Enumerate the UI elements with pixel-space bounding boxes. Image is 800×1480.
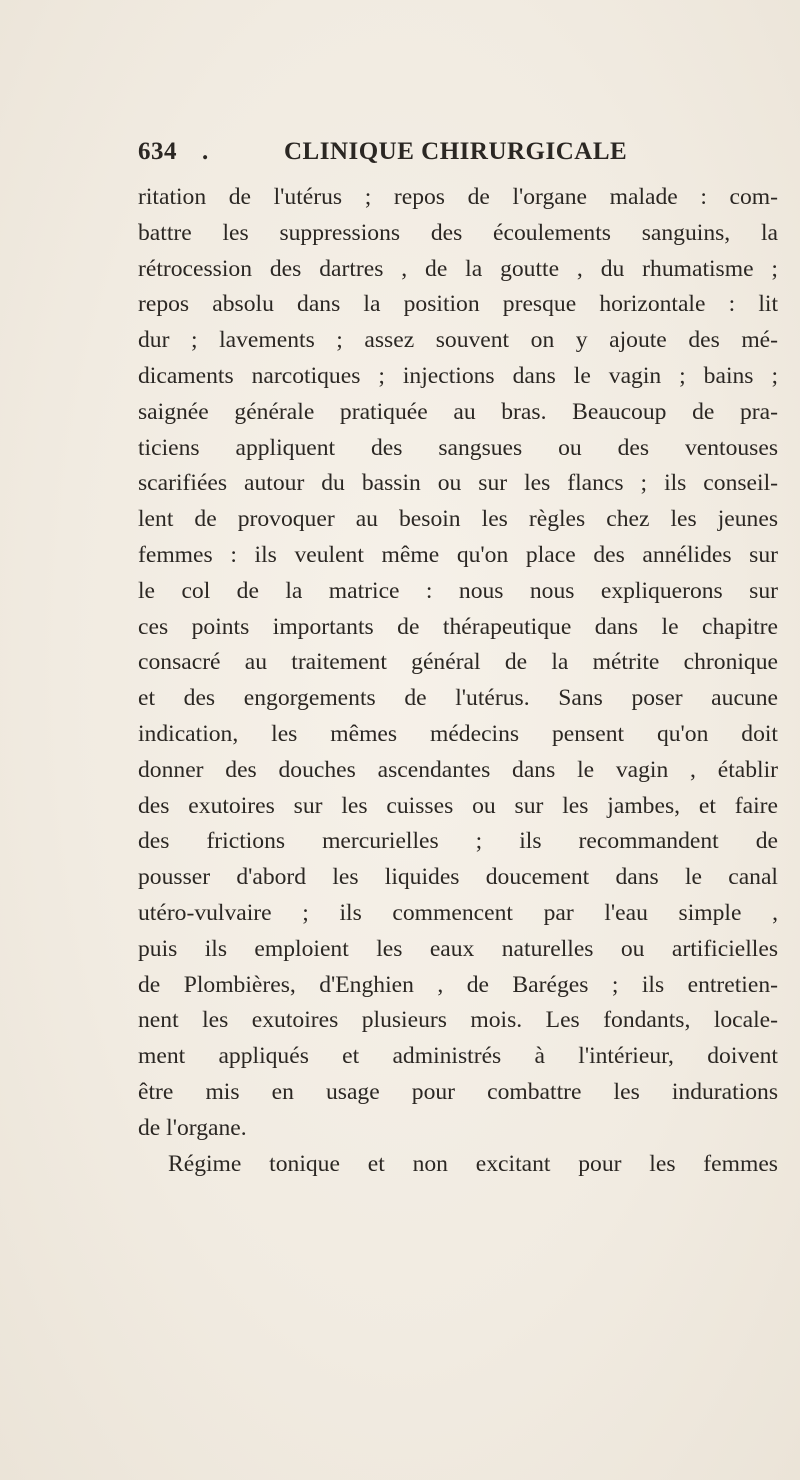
text-line: saignée générale pratiquée au bras. Beaucoup de pra- (138, 398, 778, 425)
text-line: ment appliqués et administrés à l'intérieur, doivent (138, 1043, 778, 1070)
text-line: et des engorgements de l'utérus. Sans poser aucune (138, 685, 778, 712)
text-line: rétrocession des dartres , de la goutte , du rhumatisme ; (138, 255, 778, 282)
text-line: être mis en usage pour combattre les indurations (138, 1078, 778, 1105)
paragraph-end-line: de l'organe. (138, 1114, 247, 1141)
text-line: des exutoires sur les cuisses ou sur les jambes, et faire (138, 792, 778, 819)
text-line: femmes : ils veulent même qu'on place des annélides sur (138, 541, 778, 568)
text-line: dicaments narcotiques ; injections dans le vagin ; bains ; (138, 362, 778, 389)
page-number: 634 (138, 138, 177, 165)
text-line: indication, les mêmes médecins pensent qu'on doit (138, 720, 778, 747)
text-line: scarifiées autour du bassin ou sur les flancs ; ils conseil- (138, 470, 778, 497)
text-line: ritation de l'utérus ; repos de l'organe malade : com- (138, 184, 778, 210)
running-title: CLINIQUE CHIRURGICALE (284, 138, 628, 165)
text-line: ticiens appliquent des sangsues ou des ventouses (138, 434, 778, 461)
text-line: dur ; lavements ; assez souvent on y ajoute des mé- (138, 327, 778, 354)
header-separator: . (202, 138, 209, 165)
text-line: utéro-vulvaire ; ils commencent par l'eau simple , (138, 899, 778, 926)
text-line: de Plombières, d'Enghien , de Baréges ; ils entretien- (138, 971, 778, 998)
text-line: consacré au traitement général de la métrite chronique (138, 649, 778, 676)
text-line: repos absolu dans la position presque horizontale : lit (138, 291, 778, 318)
text-line: des frictions mercurielles ; ils recommandent de (138, 828, 778, 855)
running-head (138, 138, 778, 174)
paragraph-start-line: Régime tonique et non excitant pour les femmes (168, 1150, 778, 1177)
text-line: puis ils emploient les eaux naturelles ou artificielles (138, 935, 778, 962)
body-text (138, 180, 778, 1182)
text-line: ces points importants de thérapeutique dans le chapitre (138, 613, 778, 640)
text-line: nent les exutoires plusieurs mois. Les fondants, locale- (138, 1007, 778, 1034)
text-line: battre les suppressions des écoulements sanguins, la (138, 219, 778, 246)
text-line: donner des douches ascendantes dans le vagin , établir (138, 756, 778, 783)
text-line: le col de la matrice : nous nous expliquerons sur (138, 577, 778, 604)
text-line: pousser d'abord les liquides doucement dans le canal (138, 864, 778, 891)
text-line: lent de provoquer au besoin les règles chez les jeunes (138, 506, 778, 533)
